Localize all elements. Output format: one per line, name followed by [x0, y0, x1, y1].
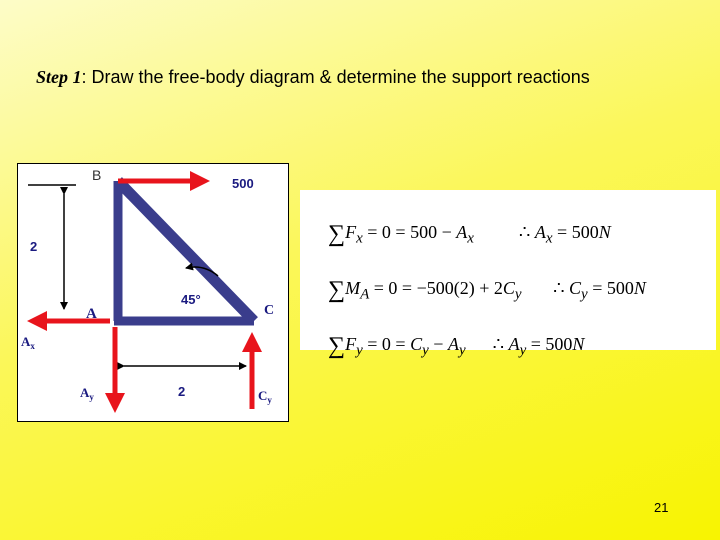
label-a: A [86, 306, 97, 322]
label-cy: $C_y$ [258, 388, 272, 405]
step-label: Step 1 [36, 67, 82, 87]
free-body-diagram [17, 163, 289, 422]
label-force-500: 500 [232, 176, 254, 191]
fbd-svg [18, 164, 290, 423]
equation-sum-fx: $\sum F_x = 0 = 500 - A_x$ ∴ $A_x = 500N$ [328, 221, 611, 247]
label-b: B [92, 167, 102, 183]
label-ax: $A_x$ [21, 334, 35, 351]
label-width-2: 2 [178, 384, 186, 399]
equation-sum-fy: $\sum F_y = 0 = C_y - A_y$ ∴ $A_y = 500N$ [328, 333, 585, 359]
step-instruction [36, 62, 656, 92]
page-number: 21 [654, 500, 669, 515]
label-angle: 45° [181, 292, 201, 307]
label-c: C [264, 303, 275, 318]
label-ay: $A_y$ [80, 385, 94, 402]
equation-sum-ma: $\sum M_A = 0 = -500(2) + 2C_y$ ∴ $C_y = 500N$ [328, 277, 646, 303]
label-height-2: 2 [30, 239, 38, 254]
equations-panel [300, 190, 716, 359]
step-text: : Draw the free-body diagram & determine the support reactions [81, 67, 590, 87]
